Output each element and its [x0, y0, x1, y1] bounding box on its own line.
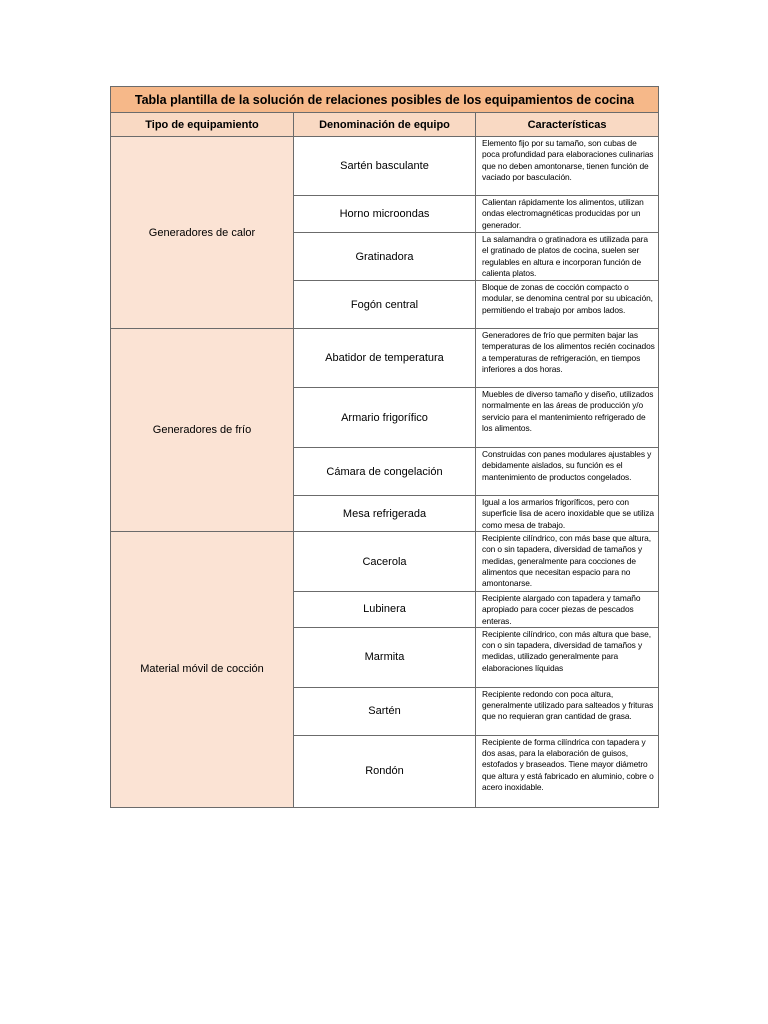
title-row — [111, 87, 659, 113]
equipment-name: Horno microondas — [294, 196, 476, 233]
equipment-name: Fogón central — [294, 281, 476, 329]
equipment-table — [110, 86, 659, 808]
header-name: Denominación de equipo — [294, 113, 476, 137]
equipment-name: Rondón — [294, 735, 476, 807]
header-desc: Características — [476, 113, 659, 137]
equipment-name: Lubinera — [294, 592, 476, 628]
equipment-name: Mesa refrigerada — [294, 496, 476, 532]
equipment-description: Recipiente cilíndrico, con más base que altura, con o sin tapadera, diversidad de tamaños y medidas, generalmente para cocciones de alimentos que necesitan espacio para no amontonarse. — [476, 532, 659, 592]
equipment-description: La salamandra o gratinadora es utilizada para el gratinado de platos de cocina, suelen ser regulables en altura e incorporan función de calienta platos. — [476, 233, 659, 281]
equipment-description: Construidas con panes modulares ajustables y debidamente aislados, su función es el mantenimiento de productos congelados. — [476, 448, 659, 496]
equipment-description: Recipiente cilíndrico, con más altura que base, con o sin tapadera, diversidad de tamaños y medidas, utilizado generalmente para elaboraciones líquidas — [476, 627, 659, 687]
equipment-description: Recipiente redondo con poca altura, generalmente utilizado para salteados y frituras que no requieran gran cantidad de grasa. — [476, 687, 659, 735]
equipment-description: Generadores de frío que permiten bajar las temperaturas de los alimentos recién cocinados a temperaturas de refrigeración, en tiempos inferiores a dos horas. — [476, 329, 659, 388]
equipment-name: Marmita — [294, 627, 476, 687]
equipment-type-cell: Generadores de calor — [111, 137, 294, 329]
table-row — [111, 532, 659, 592]
equipment-description: Recipiente de forma cilíndrica con tapadera y dos asas, para la elaboración de guisos, estofados y braseados. Tiene mayor diámetro que altura y está fabricado en aluminio, cobre o acero inoxidable. — [476, 735, 659, 807]
table-row — [111, 329, 659, 388]
document-page — [110, 86, 658, 808]
table-row — [111, 137, 659, 196]
equipment-description: Muebles de diverso tamaño y diseño, utilizados normalmente en las áreas de producción y/o servicio para el mantenimiento refrigerado de los alimentos. — [476, 388, 659, 448]
equipment-description: Elemento fijo por su tamaño, son cubas de poca profundidad para elaboraciones culinarias que no deben amontonarse, tienen función de vaciado por basculación. — [476, 137, 659, 196]
equipment-type-cell: Material móvil de cocción — [111, 532, 294, 808]
equipment-name: Cámara de congelación — [294, 448, 476, 496]
table-title: Tabla plantilla de la solución de relaciones posibles de los equipamientos de cocina — [111, 87, 659, 113]
equipment-description: Igual a los armarios frigoríficos, pero con superficie lisa de acero inoxidable que se utiliza como mesa de trabajo. — [476, 496, 659, 532]
equipment-name: Sartén — [294, 687, 476, 735]
equipment-name: Abatidor de temperatura — [294, 329, 476, 388]
header-type: Tipo de equipamiento — [111, 113, 294, 137]
equipment-description: Bloque de zonas de cocción compacto o modular, se denomina central por su ubicación, permitiendo el trabajo por ambos lados. — [476, 281, 659, 329]
equipment-name: Armario frigorífico — [294, 388, 476, 448]
header-row — [111, 113, 659, 137]
equipment-description: Calientan rápidamente los alimentos, utilizan ondas electromagnéticas producidas por un generador. — [476, 196, 659, 233]
equipment-name: Cacerola — [294, 532, 476, 592]
equipment-name: Gratinadora — [294, 233, 476, 281]
equipment-type-cell: Generadores de frío — [111, 329, 294, 532]
equipment-name: Sartén basculante — [294, 137, 476, 196]
equipment-description: Recipiente alargado con tapadera y tamaño apropiado para cocer piezas de pescados enteras. — [476, 592, 659, 628]
